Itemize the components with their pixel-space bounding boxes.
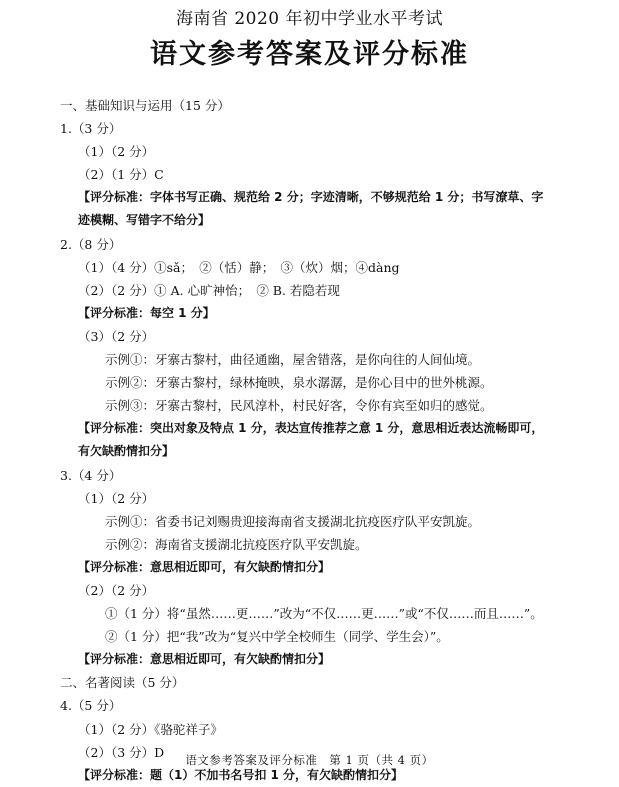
document-title: 语文参考答案及评分标准	[150, 39, 469, 70]
answer-line: 一、基础知识与运用（15 分）	[60, 98, 230, 113]
scoring-criteria-line: 【评分标准：意思相近即可，有欠缺酌情扣分】	[78, 559, 331, 574]
answer-line: 示例①：牙寨古黎村，曲径通幽，屋舍错落，是你向往的人间仙境。	[105, 352, 481, 368]
answer-line: （1）（4 分）①sǎ； ②（恬）静； ③（炊）烟；④dàng	[78, 259, 400, 275]
answer-line: 示例③：牙寨古黎村，民风淳朴，村民好客，令你有宾至如归的感觉。	[105, 398, 493, 414]
answer-line: （1）（2 分）	[78, 490, 155, 506]
page-footer: 语文参考答案及评分标准 第 1 页（共 4 页）	[185, 753, 434, 767]
scoring-criteria-line: 【评分标准：意思相近即可，有欠缺酌情扣分】	[78, 652, 331, 667]
answer-line: 3.（4 分）	[60, 467, 122, 483]
exam-title: 海南省 2020 年初中学业水平考试	[175, 9, 444, 29]
answer-line: 4.（5 分）	[60, 698, 122, 714]
answer-line: （1）（2 分）	[78, 144, 155, 160]
answer-line: 1.（3 分）	[60, 121, 122, 137]
answer-line: （2）（1 分）C	[78, 167, 164, 183]
scoring-criteria-line: 【评分标准：每空 1 分】	[78, 305, 215, 320]
answer-body	[0, 94, 619, 787]
answer-line: （3）（2 分）	[78, 328, 155, 344]
scoring-criteria-line: 有欠缺酌情扣分】	[78, 444, 175, 459]
answer-line: 示例②：牙寨古黎村，绿林掩映，泉水潺潺，是你心目中的世外桃源。	[105, 375, 493, 391]
answer-line: （2）（3 分）D	[78, 744, 165, 760]
answer-line: 示例①：省委书记刘赐贵迎接海南省支援湖北抗疫医疗队平安凯旋。	[105, 513, 481, 529]
answer-line: ①（1 分）将“虽然……更……”改为“不仅……更……”或“不仅……而且……”。	[105, 606, 543, 622]
answer-line: （2）（2 分）① A. 心旷神怡； ② B. 若隐若现	[78, 282, 340, 298]
answer-line: （2）（2 分）	[78, 582, 155, 598]
answer-line: ②（1 分）把“我”改为“复兴中学全校师生（同学、学生会）”。	[105, 629, 449, 645]
scoring-criteria-line: 【评分标准：字体书写正确、规范给 2 分；字迹清晰，不够规范给 1 分；书写潦草、字	[78, 190, 544, 205]
answer-line: （1）（2 分）《骆驼祥子》	[78, 721, 223, 737]
answer-line: 示例②：海南省支援湖北抗疫医疗队平安凯旋。	[105, 536, 368, 552]
scoring-criteria-line: 【评分标准：突出对象及特点 1 分，表达宣传推荐之意 1 分，意思相近表达流畅即可，	[78, 421, 544, 436]
scoring-criteria-line: 【评分标准：题（1）不加书名号扣 1 分，有欠缺酌情扣分】	[78, 767, 404, 782]
scoring-criteria-line: 迹模糊、写错字不给分】	[78, 213, 211, 228]
answer-line: 二、名著阅读（5 分）	[60, 675, 185, 691]
answer-line: 2.（8 分）	[60, 236, 122, 252]
